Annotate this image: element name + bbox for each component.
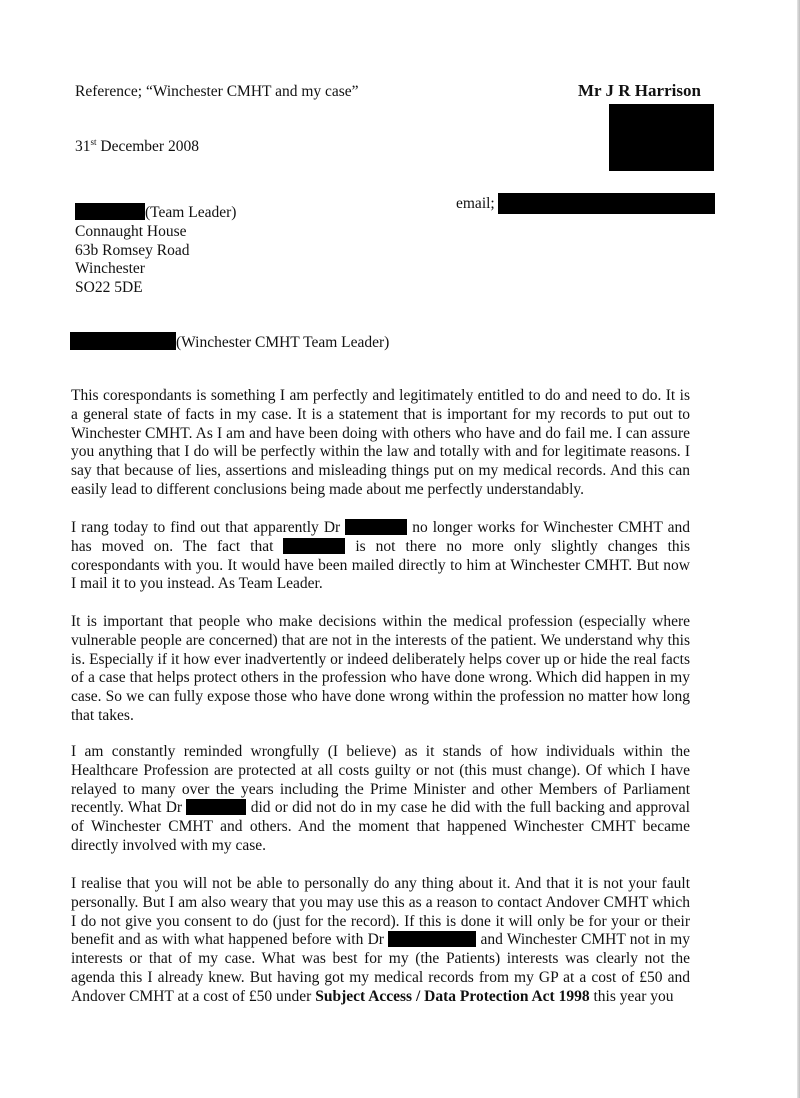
address-line-4: SO22 5DE (75, 279, 143, 296)
p2-text-a: I rang today to find out that apparently Dr (71, 519, 346, 536)
redacted-sender-address (609, 104, 714, 171)
p5-bold-act: Subject Access / Data Protection Act 1998 (315, 987, 590, 1005)
reference-line: Reference; “Winchester CMHT and my case” (75, 83, 359, 100)
redacted-doctor-name (283, 538, 345, 554)
salutation (70, 332, 389, 352)
date-suffix: st (90, 136, 97, 147)
redacted-doctor-name (186, 799, 246, 815)
address-line-2: 63b Romsey Road (75, 242, 190, 259)
recipient-name-line (75, 203, 236, 222)
paragraph-1: This corespondants is something I am perfectly and legitimately entitled to do and need to do. It is a general state of facts in my case. It is a statement that is important for my records to put out to Winchester CMHT. As I am and have been doing with others who have and do fail me. I can assure you anything that I do will be perfectly within the law and totally with and for legitimate reasons. I say that because of lies, assertions and misleading things put on my medical records. And this can easily lead to different conclusions being made about me perfectly understandably. (71, 387, 690, 498)
p2-text-b: no longer works for Winchester CMHT and has moved on. The fact that (71, 519, 690, 555)
p5-text-b: and Winchester CMHT not in my interests or that of my case. What was best for my (the Patients) interests was clearly not the agenda this I already knew. But having got my medical records from my GP at a cost of £50 and Andover CMHT at a cost of £50 under (71, 931, 690, 1005)
date-month-year: December 2008 (96, 138, 199, 155)
paragraph-2 (71, 519, 690, 594)
recipient-title: (Team Leader) (145, 204, 237, 221)
redacted-salutation-name (70, 332, 176, 350)
salutation-title: (Winchester CMHT Team Leader) (176, 334, 390, 351)
paragraph-3: It is important that people who make decisions within the medical profession (especially where vulnerable people are concerned) that are not in the interests of the patient. We understand why this is. Especially if it how ever inadvertently or indeed deliberately helps cover up or hide the real facts of a case that helps protect others in the profession who have done wrong. Which did happen in my case. So we can fully expose those who have done wrong within the profession no matter how long that takes. (71, 613, 690, 724)
redacted-recipient-name (75, 203, 145, 220)
p4-text-a: I am constantly reminded wrongfully (I believe) as it stands of how individuals within the Healthcare Profession are protected at all costs guilty or not (this must change). Of which I have relayed to many over the years including the Prime Minister and other Members of Parliament recently. What Dr (71, 743, 690, 817)
p2-text-c: is not there no more only slightly changes this corespondants with you. It would have been mailed directly to him at Winchester CMHT. But now I mail it to you instead. As Team Leader. (71, 537, 690, 593)
letter-date (75, 137, 199, 156)
address-line-1: Connaught House (75, 223, 187, 240)
p4-text-b: did or did not do in my case he did with the full backing and approval of Winchester CMHT and others. And the moment that happened Winchester CMHT became directly involved with my case. (71, 799, 690, 854)
date-day: 31 (75, 138, 91, 155)
p5-text-c: this year you (589, 987, 674, 1005)
p5-text-a: I realise that you will not be able to personally do any thing about it. And that it is not your fault personally. But I am also weary that you may use this as a reason to contact Andover CMHT which I do not give you consent to do (just for the record). If this is done it will only be for your or their benefit and as with what happened before with Dr (71, 875, 690, 949)
redacted-doctor-name (345, 519, 407, 535)
paragraph-5 (71, 875, 690, 1007)
paragraph-4 (71, 743, 690, 856)
redacted-doctor-name (388, 931, 476, 947)
address-line-3: Winchester (75, 260, 145, 277)
sender-name: Mr J R Harrison (578, 81, 701, 100)
email-label: email; (456, 195, 495, 212)
redacted-email (498, 193, 715, 214)
